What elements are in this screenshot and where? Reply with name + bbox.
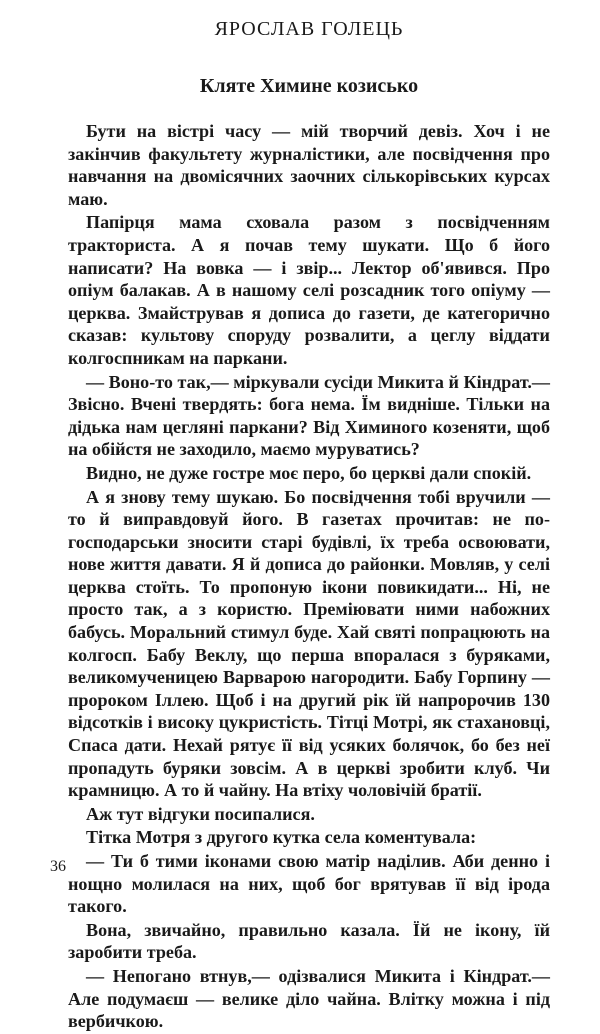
paragraph: Тітка Мотря з другого кутка села коментувала: <box>86 827 477 848</box>
paragraph: Аж тут відгуки посипалися. <box>86 803 315 824</box>
paragraph: Бути на вістрі часу — мій творчий девіз. Хоч і не закінчив факультету журналістики, але посвідчення про навчання на двомісячних заочних сількорівських курсах маю. <box>68 121 550 209</box>
paragraph: — Ти б тими іконами свою матір наділив. Аби денно і нощно молилася на них, щоб бог врятував її від ірода такого. <box>68 851 550 917</box>
paragraph: — Непогано втнув,— одізвалися Микита і Кіндрат.— Але подумаєш — велике діло чайна. Влітку можна і під вербичкою. <box>68 965 550 1032</box>
story-title: Кляте Химине козисько <box>199 75 419 97</box>
paragraph: Вона, звичайно, правильно казала. Їй не ікону, їй заробити треба. <box>68 919 550 963</box>
paragraph: Папірця мама сховала разом з посвідченням тракториста. А я почав тему шукати. Що б його написати? На вовка — і звір... Лектор об'явився. Про опіум балакав. А в нашому селі розсадник того опіуму — церква. Змайстрував я дописа до газети, де категорично сказав: культову споруду розвалити, а цеглу віддати колгоспникам на паркани. <box>68 212 550 368</box>
paragraph: — Воно-то так,— міркували сусіди Микита й Кіндрат.— Звісно. Вчені твердять: бога нема. Їм видніше. Тільки на дідька нам цегляні паркани? Від Химиного козеняти, щоб на обійстя не заходило, маємо муруватись? <box>68 371 550 460</box>
paragraph: Видно, не дуже гостре моє перо, бо церкві дали спокій. <box>86 462 532 483</box>
page-number: 36 <box>50 858 66 875</box>
author-heading: ЯРОСЛАВ ГОЛЕЦЬ <box>214 18 404 40</box>
paragraph: А я знову тему шукаю. Бо посвідчення тобі вручили — то й виправдовуй його. В газетах прочитав: не по-господарськи зносити старі будівлі, їх треба освоювати, нове життя давати. Я й дописа до районки. Мовляв, у селі церква стоїть. То пропоную ікони повикидати... Ні, не просто так, а з користю. Преміювати ними набожних бабусь. Моральний стимул буде. Хай святі попрацюють на колгосп. Бабу Веклу, що перша впоралася з буряками, великомученицею Варварою нагородити. Бабу Горпину — пророком Іллею. Щоб і на другий рік їй напророчив 130 відсотків і високу цукристість. Тітці Мотрі, як стахановці, Спаса дати. Нехай рятує її від усяких болячок, бо без неї пропадуть буряки зовсім. А в церкві зробити клуб. Чи крамницю. А то й чайну. На втіху чоловічій братії. <box>68 486 550 801</box>
page-content <box>68 18 550 1034</box>
